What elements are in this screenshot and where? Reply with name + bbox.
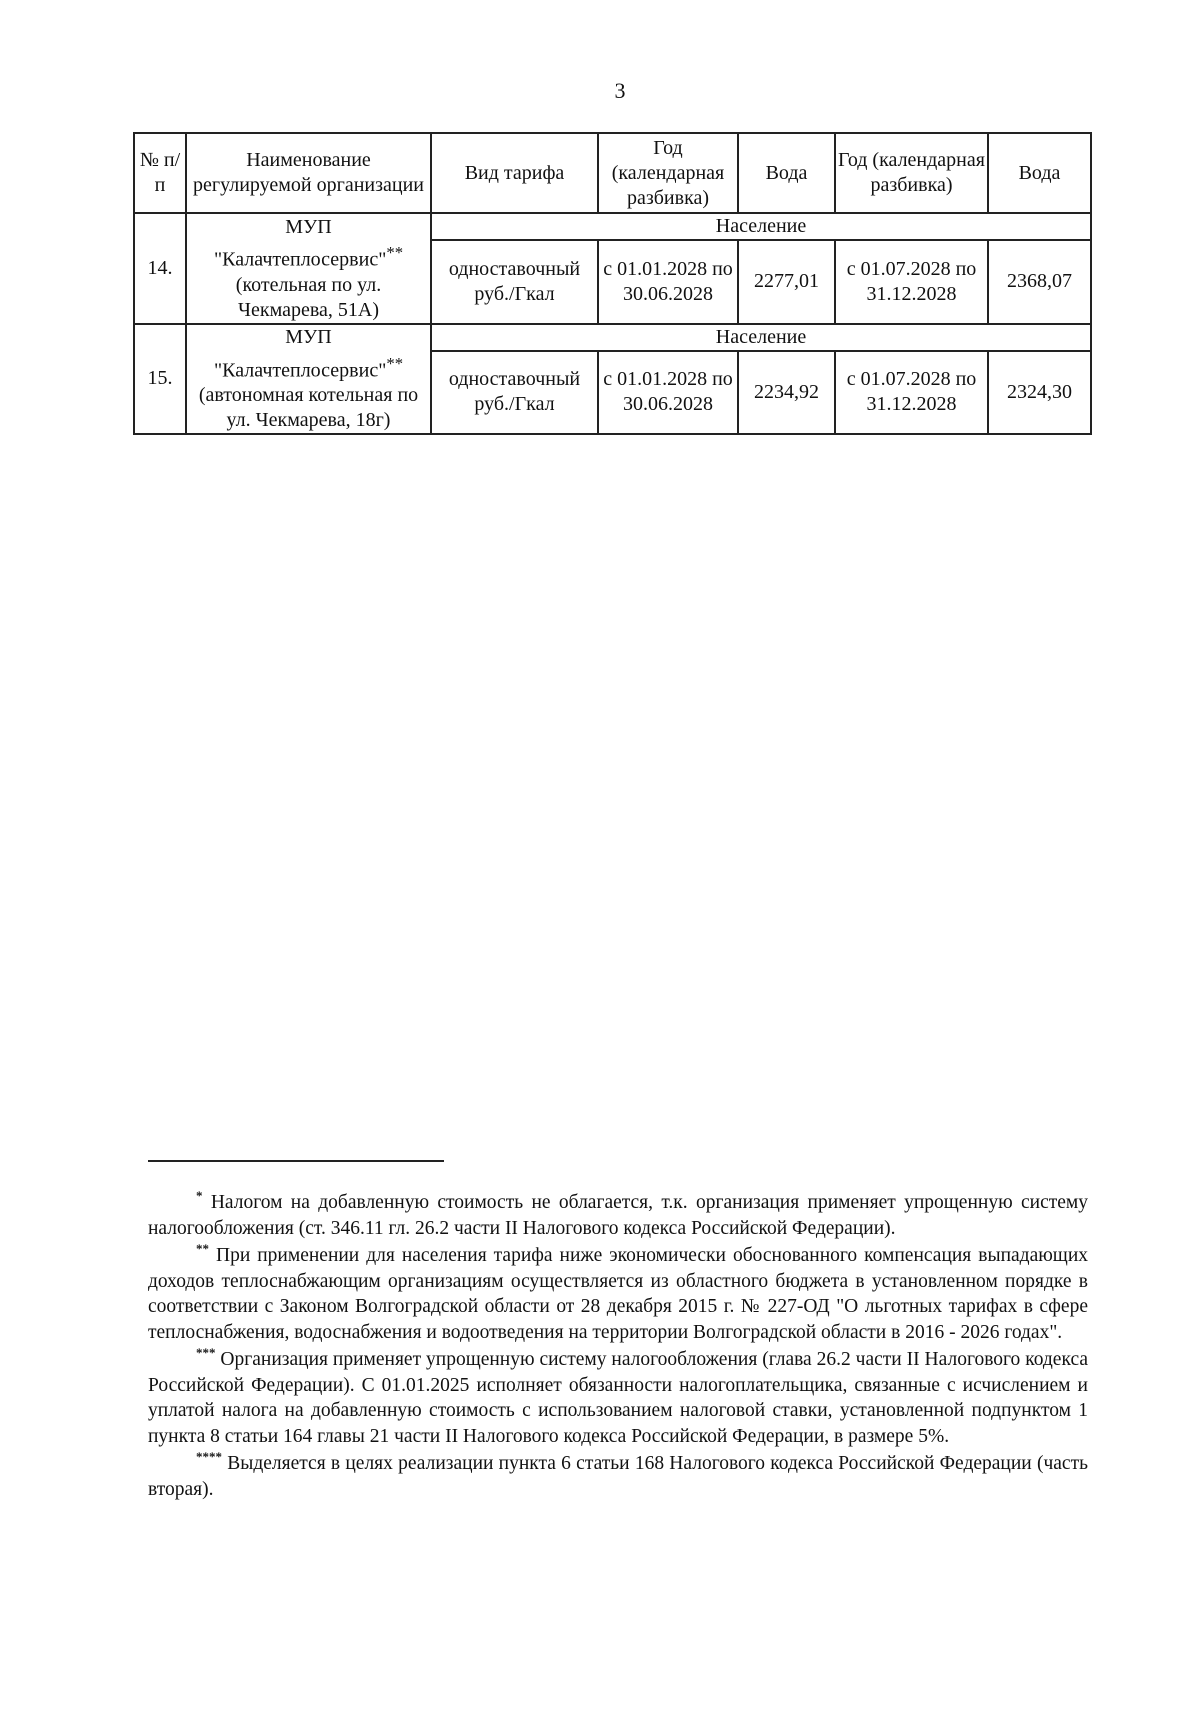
period-2: с 01.07.2028 по 31.12.2028 bbox=[835, 240, 988, 324]
tariff-type: одноставочный руб./Гкал bbox=[431, 240, 598, 324]
table-header-row bbox=[134, 133, 1091, 213]
footnote-mark: *** bbox=[196, 1345, 216, 1360]
footnote-mark: ** bbox=[196, 1241, 209, 1256]
org-name: "Калачтеплосервис" bbox=[213, 359, 387, 382]
footnote-mark: ** bbox=[386, 353, 404, 373]
footnote bbox=[148, 1243, 1088, 1345]
period-1: с 01.01.2028 по 30.06.2028 bbox=[598, 351, 738, 435]
tariff-table bbox=[133, 132, 1092, 435]
footnote-mark: **** bbox=[196, 1449, 222, 1464]
org-name: "Калачтеплосервис" bbox=[213, 248, 387, 271]
org-address: (котельная по ул. Чекмарева, 51А) bbox=[235, 273, 382, 321]
org-type: МУП bbox=[186, 324, 431, 351]
row-number: 14. bbox=[134, 213, 186, 324]
org-type: МУП bbox=[186, 213, 431, 240]
header-period-2: Год (календарная разбивка) bbox=[835, 133, 988, 213]
table-row bbox=[134, 240, 1091, 324]
water-value-1: 2234,92 bbox=[738, 351, 835, 435]
footnote bbox=[148, 1190, 1088, 1241]
consumer-group: Население bbox=[431, 324, 1091, 351]
header-org-name: Наименование регулируемой организации bbox=[186, 133, 431, 213]
footnote-mark: * bbox=[196, 1188, 203, 1203]
header-water-2: Вода bbox=[988, 133, 1091, 213]
footnote-divider bbox=[148, 1160, 444, 1162]
footnote-text: Выделяется в целях реализации пункта 6 статьи 168 Налогового кодекса Российской Федерации (часть вторая). bbox=[148, 1453, 1089, 1500]
org-address: (автономная котельная по ул. Чекмарева, 18г) bbox=[198, 384, 419, 432]
header-period-1: Год (календарная разбивка) bbox=[598, 133, 738, 213]
tariff-type: одноставочный руб./Гкал bbox=[431, 351, 598, 435]
footnote-mark: ** bbox=[386, 243, 404, 262]
consumer-group: Население bbox=[431, 213, 1091, 240]
table-row bbox=[134, 351, 1091, 435]
row-number: 15. bbox=[134, 324, 186, 435]
header-num: № п/п bbox=[134, 133, 186, 213]
page-number: 3 bbox=[614, 78, 626, 103]
footnote-text: Налогом на добавленную стоимость не облагается, т.к. организация применяет упрощенную систему налогообложения (ст. 346.11 гл. 26.2 части II Налогового кодекса Российской Федерации). bbox=[148, 1192, 1088, 1239]
water-value-1: 2277,01 bbox=[738, 240, 835, 324]
org-name-cell bbox=[186, 240, 431, 324]
footnote-text: При применении для населения тарифа ниже экономически обоснованного компенсация выпадающих доходов теплоснабжающим организациям осуществляется из областного бюджета в установленном порядке в соответствии с Законом Волгоградской области от 28 декабря 2015 г. № 227-ОД "О льготных тарифах в сфере теплоснабжения, водоснабжения и водоотведения на территории Волгоградской области в 2016 - 2026 годах". bbox=[148, 1245, 1089, 1343]
water-value-2: 2368,07 bbox=[988, 240, 1091, 324]
water-value-2: 2324,30 bbox=[988, 351, 1091, 435]
footnote-text: Организация применяет упрощенную систему налогообложения (глава 26.2 части II Налогового кодекса Российской Федерации). С 01.01.2025 исполняет обязанности налогоплательщика, связанные с исчислением и уплатой налога на добавленную стоимость с использованием налоговой ставки, установленной подпунктом 1 пункта 8 статьи 164 главы 21 части II Налогового кодекса Российской Федерации, в размере 5%. bbox=[148, 1349, 1088, 1447]
period-1: с 01.01.2028 по 30.06.2028 bbox=[598, 240, 738, 324]
header-water-1: Вода bbox=[738, 133, 835, 213]
table-row bbox=[134, 324, 1091, 351]
table-row bbox=[134, 213, 1091, 240]
footnote bbox=[148, 1451, 1088, 1502]
org-name-cell bbox=[186, 351, 431, 435]
footnotes bbox=[148, 1190, 1088, 1504]
period-2: с 01.07.2028 по 31.12.2028 bbox=[835, 351, 988, 435]
header-tariff-type: Вид тарифа bbox=[431, 133, 598, 213]
footnote bbox=[148, 1347, 1088, 1449]
